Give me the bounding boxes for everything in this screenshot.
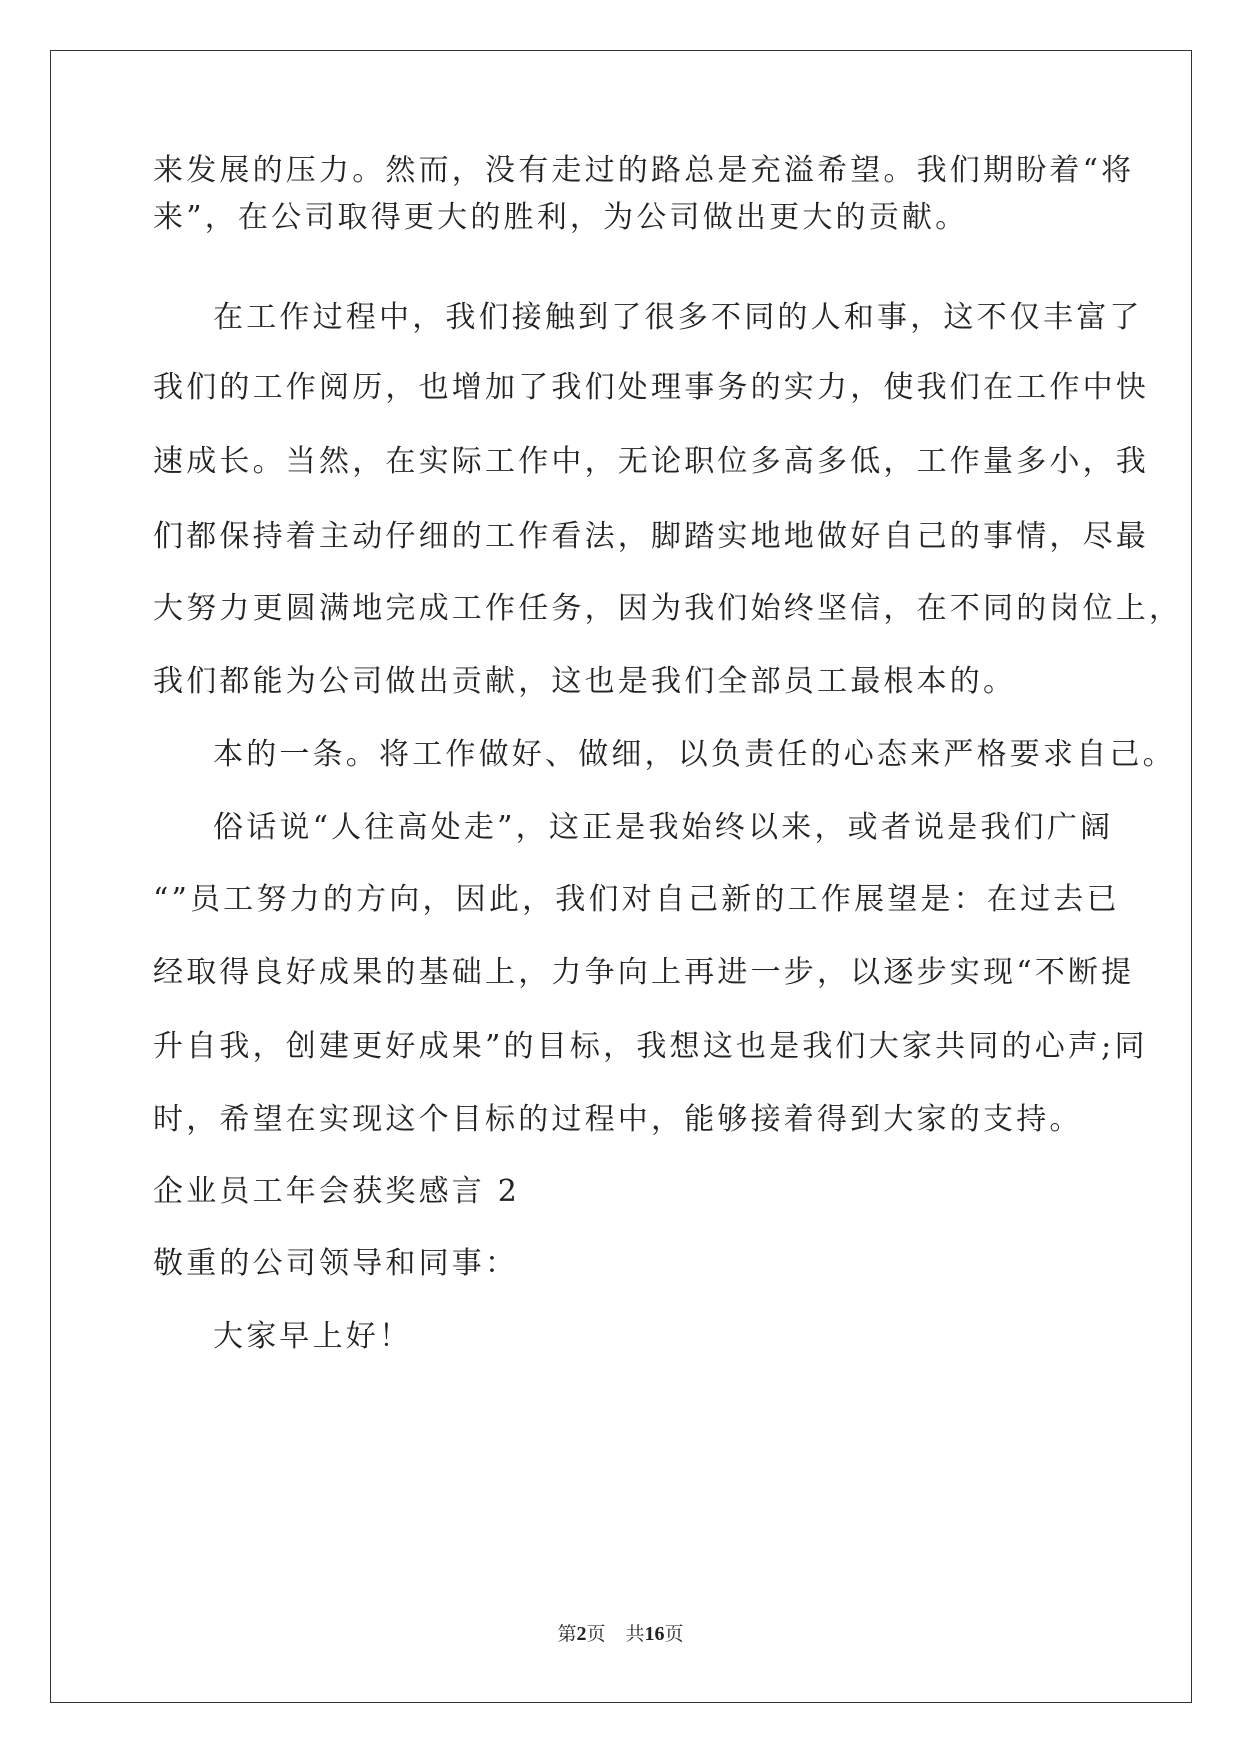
paragraph-start-line: 在工作过程中，我们接触到了很多不同的人和事，这不仅丰富了 [213,300,1143,335]
body-line: 经取得良好成果的基础上，力争向上再进一步，以逐步实现“不断提 [153,955,1135,990]
body-line: 速成长。当然，在实际工作中，无论职位多高多低，工作量多小，我 [153,444,1149,479]
body-line: 我们的工作阅历，也增加了我们处理事务的实力，使我们在工作中快 [153,370,1149,405]
body-line: 们都保持着主动仔细的工作看法，脚踏实地地做好自己的事情，尽最 [153,519,1149,554]
body-line: 升自我，创建更好成果”的目标，我想这也是我们大家共同的心声;同 [153,1029,1148,1064]
body-line: 时，希望在实现这个目标的过程中，能够接着得到大家的支持。 [153,1102,1083,1137]
section-heading: 企业员工年会获奖感言 2 [153,1174,521,1209]
page-footer [0,1622,1241,1646]
body-line: 我们都能为公司做出贡献，这也是我们全部员工最根本的。 [153,664,1017,699]
salutation: 敬重的公司领导和同事： [153,1246,519,1281]
greeting: 大家早上好！ [213,1319,413,1354]
footer-total-suffix: 页 [664,1623,684,1645]
paragraph-start-line: 本的一条。将工作做好、做细，以负责任的心态来严格要求自己。 [213,737,1176,772]
footer-page-suffix: 页 [586,1623,606,1645]
paragraph-start-line: 俗话说“人往高处走”，这正是我始终以来，或者说是我们广阔 [213,810,1114,845]
footer-total-prefix: 共 [625,1623,645,1645]
footer-page-prefix: 第 [557,1623,577,1645]
body-line: 来”，在公司取得更大的胜利，为公司做出更大的贡献。 [153,200,969,235]
footer-page-number: 2 [576,1623,587,1645]
footer-total-pages: 16 [644,1623,665,1645]
body-line: “”员工努力的方向，因此，我们对自己新的工作展望是：在过去已 [153,882,1120,917]
body-line: 大努力更圆满地完成工作任务，因为我们始终坚信，在不同的岗位上， [153,591,1183,626]
body-line: 来发展的压力。然而，没有走过的路总是充溢希望。我们期盼着“将 [153,153,1135,188]
